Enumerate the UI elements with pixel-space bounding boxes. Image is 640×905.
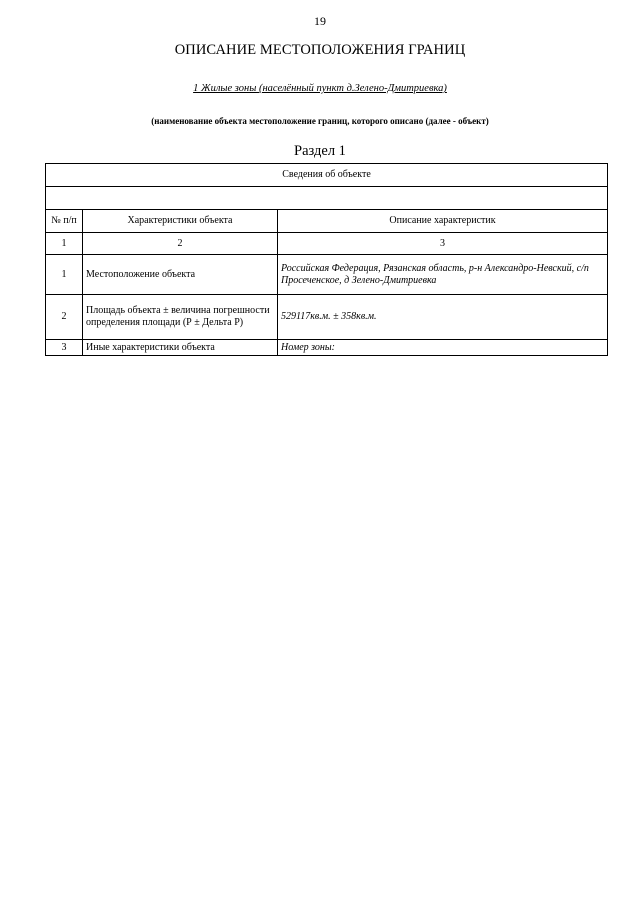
row-description: Номер зоны: xyxy=(278,340,608,356)
table-column-headers xyxy=(46,210,608,233)
page-number: 19 xyxy=(314,14,326,28)
row-number: 3 xyxy=(46,340,83,356)
table-row xyxy=(46,255,608,295)
object-name-text: 1 Жилые зоны (населённый пункт д.Зелено-Дмитриевка) xyxy=(193,83,447,94)
row-description: 529117кв.м. ± 358кв.м. xyxy=(278,295,608,340)
column-number-3: 3 xyxy=(278,233,608,255)
table-column-numbers xyxy=(46,233,608,255)
column-number-1: 1 xyxy=(46,233,83,255)
table-row xyxy=(46,295,608,340)
object-name xyxy=(0,83,640,94)
row-number: 2 xyxy=(46,295,83,340)
document-title: ОПИСАНИЕ МЕСТОПОЛОЖЕНИЯ ГРАНИЦ xyxy=(174,42,466,58)
object-name-caption: (наименование объекта местоположение границ, которого описано (далее - объект) xyxy=(151,116,489,126)
row-characteristic: Местоположение объекта xyxy=(83,255,278,295)
column-header-num: № п/п xyxy=(46,210,83,233)
table-empty-row xyxy=(46,187,608,210)
row-characteristic: Площадь объекта ± величина погрешности определения площади (Р ± Дельта Р) xyxy=(83,295,278,340)
column-number-2: 2 xyxy=(83,233,278,255)
section-title: Раздел 1 xyxy=(294,143,346,159)
object-info-table xyxy=(45,163,608,356)
table-heading: Сведения об объекте xyxy=(46,164,608,187)
table-row xyxy=(46,340,608,356)
column-header-description: Описание характеристик xyxy=(278,210,608,233)
table-empty-cell xyxy=(46,187,608,210)
row-number: 1 xyxy=(46,255,83,295)
column-header-characteristic: Характеристики объекта xyxy=(83,210,278,233)
row-description: Российская Федерация, Рязанская область, р-н Александро-Невский, с/п Просеченское, д Зелено-Дмитриевка xyxy=(278,255,608,295)
table-heading-row xyxy=(46,164,608,187)
row-characteristic: Иные характеристики объекта xyxy=(83,340,278,356)
